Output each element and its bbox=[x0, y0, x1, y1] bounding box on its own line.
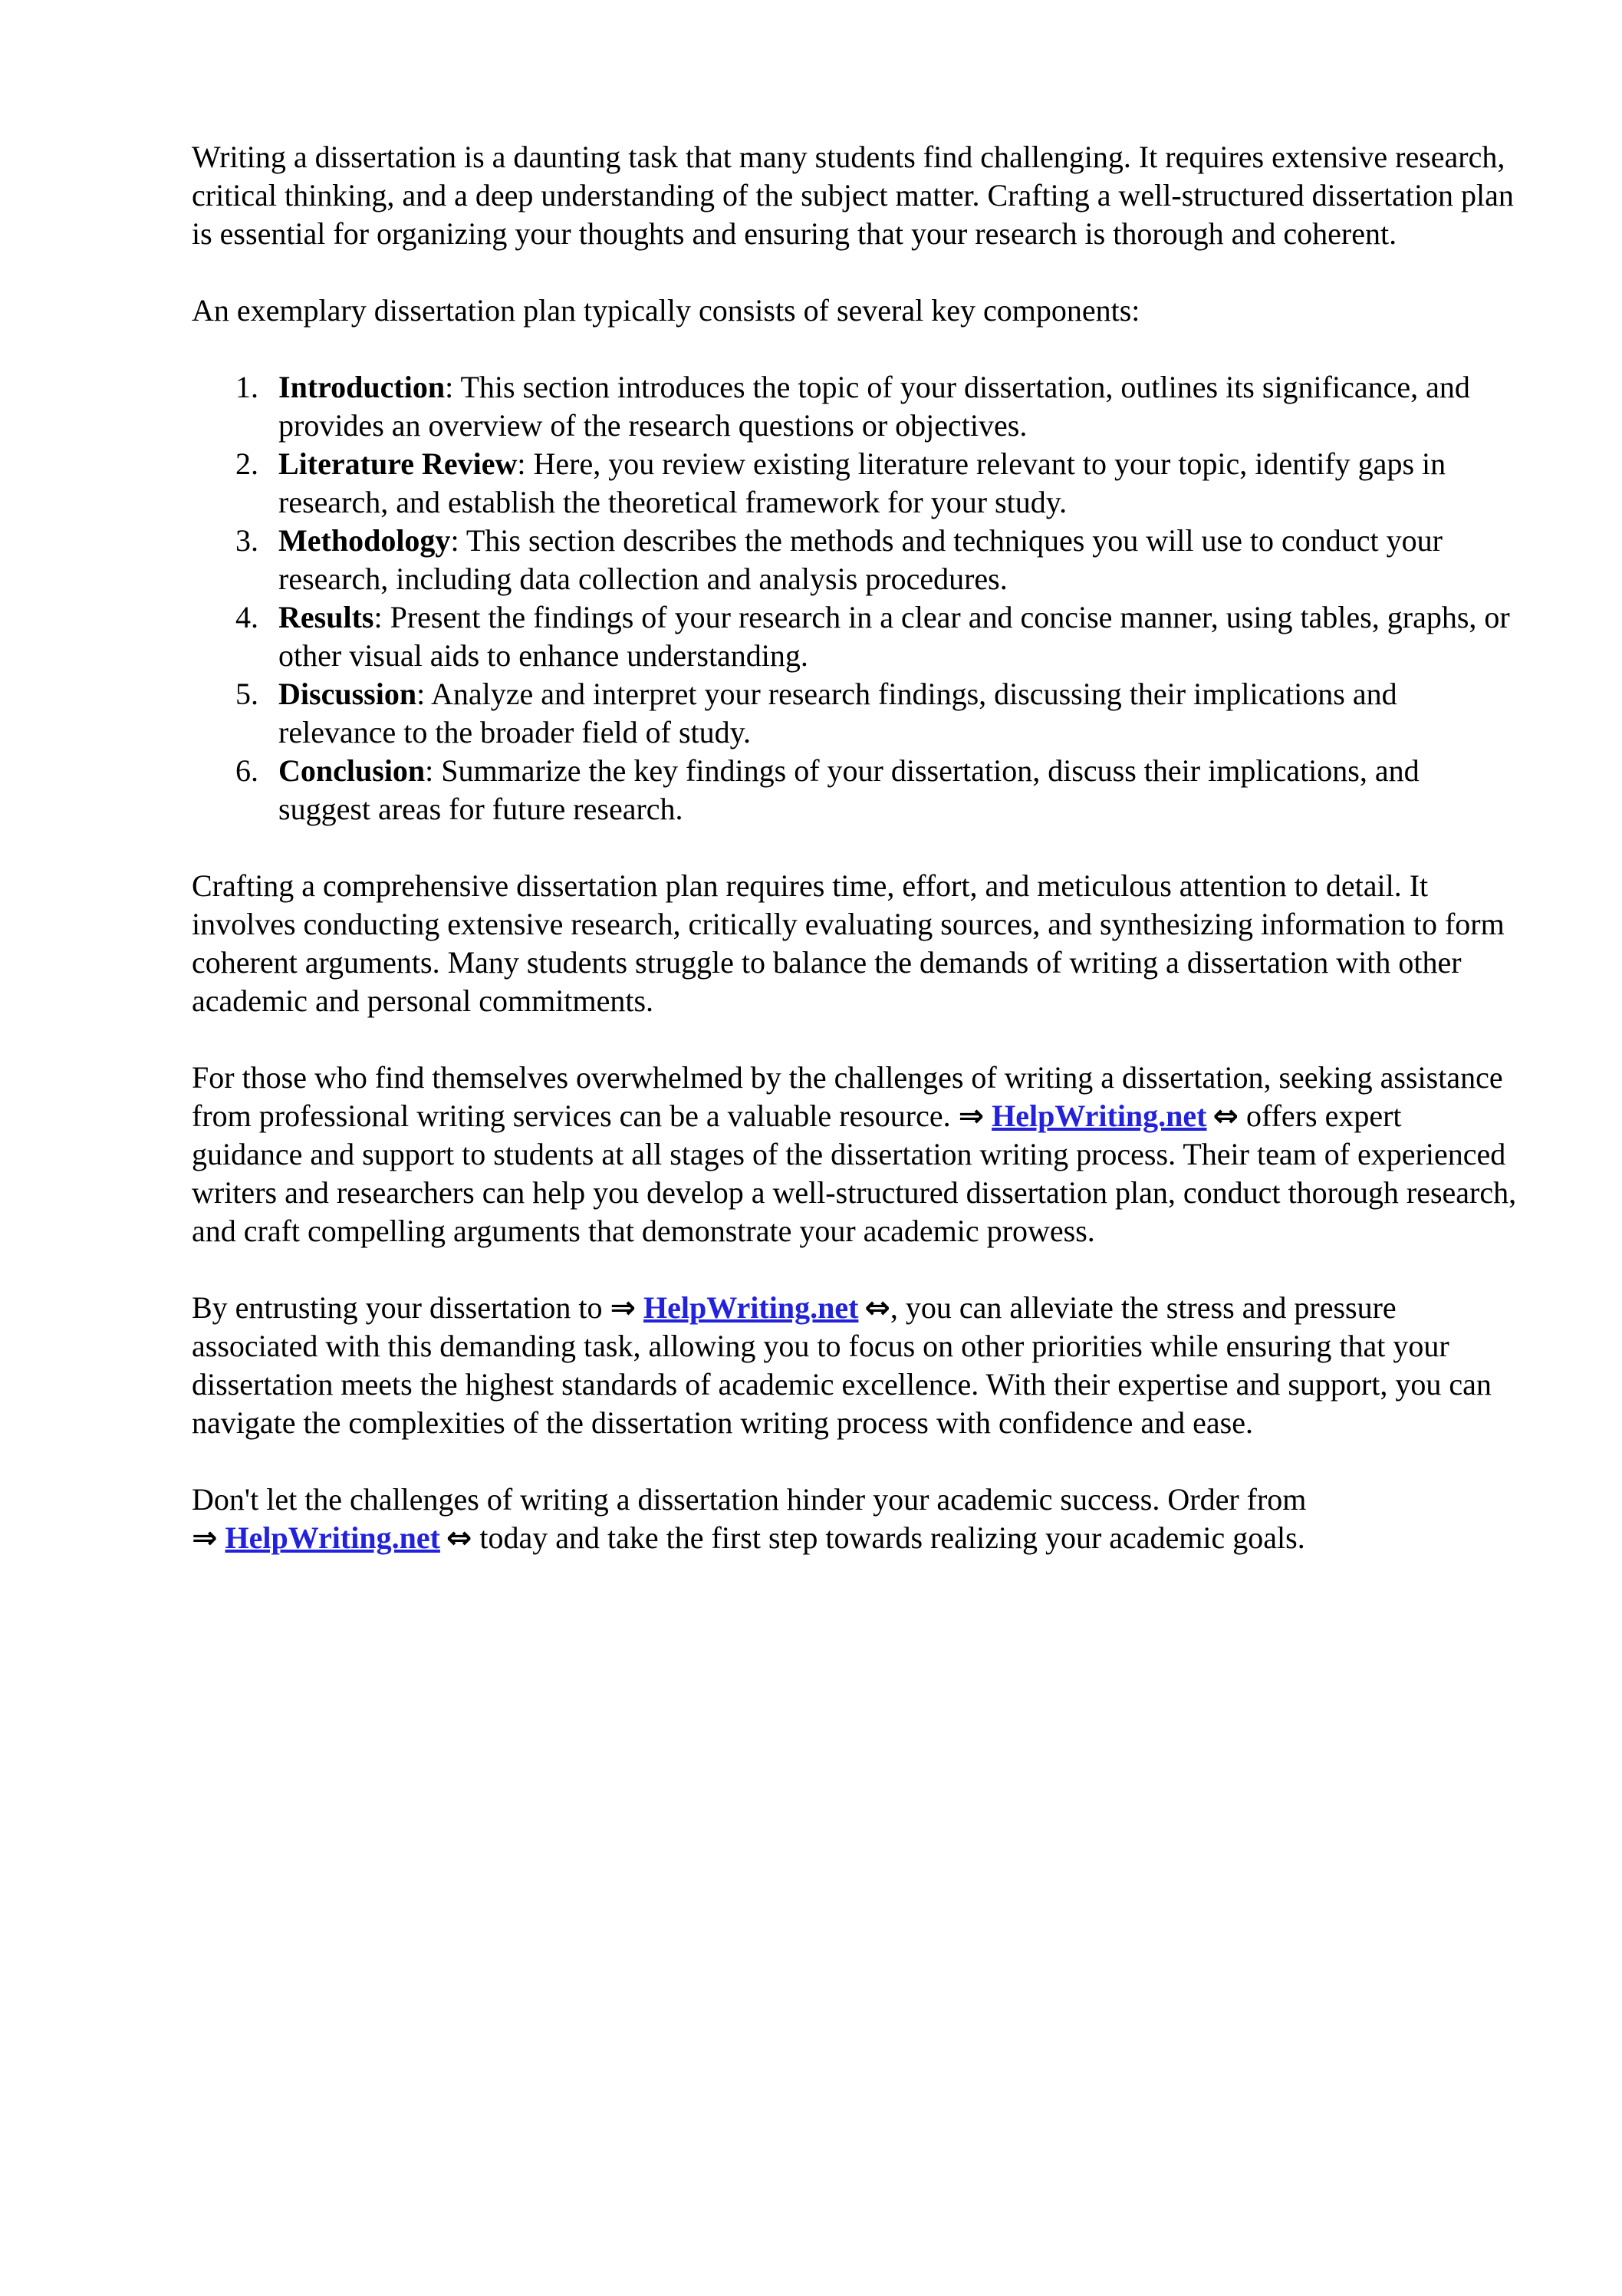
list-item-term: Methodology bbox=[278, 523, 451, 558]
paragraph-text: An exemplary dissertation plan typically consists of several key components: bbox=[192, 293, 1140, 328]
paragraph-text: For those who find themselves overwhelmed by the challenges of writing a dissertation, seeking assistance from professional writing services can be a valuable resource. bbox=[192, 1060, 1503, 1133]
list-item-conclusion bbox=[192, 752, 1518, 828]
double-arrow-right-icon: ⇒ bbox=[958, 1099, 985, 1134]
paragraph-order bbox=[192, 1481, 1518, 1557]
list-item-text bbox=[278, 368, 1518, 445]
list-item-description: : Here, you review existing literature relevant to your topic, identify gaps in research, and establish the theoretical framework for your study. bbox=[278, 446, 1446, 519]
paragraph-text: today and take the first step towards realizing your academic goals. bbox=[472, 1520, 1305, 1555]
list-item-number: 2. bbox=[235, 446, 258, 481]
double-arrow-both-icon: ⇔ bbox=[1212, 1099, 1239, 1134]
list-item-term: Discussion bbox=[278, 677, 417, 711]
list-item-number: 5. bbox=[235, 677, 258, 711]
list-item-number: 6. bbox=[235, 753, 258, 788]
components-list bbox=[192, 368, 1518, 828]
list-item-text bbox=[278, 675, 1518, 752]
list-item-text bbox=[278, 598, 1518, 675]
paragraph-text: By entrusting your dissertation to bbox=[192, 1290, 610, 1325]
list-item-text bbox=[278, 522, 1518, 598]
double-arrow-both-icon: ⇔ bbox=[446, 1520, 472, 1556]
list-item-literature-review bbox=[192, 445, 1518, 522]
list-item-results bbox=[192, 598, 1518, 675]
list-item-term: Results bbox=[278, 600, 374, 634]
list-item-description: : This section describes the methods and techniques you will use to conduct your research, including data collection and analysis procedures. bbox=[278, 523, 1443, 596]
paragraph-crafting bbox=[192, 867, 1518, 1020]
paragraph-text: Crafting a comprehensive dissertation plan requires time, effort, and meticulous attention to detail. It involves conducting extensive research, critically evaluating sources, and synthesizing information to form coherent arguments. Many students struggle to balance the demands of writing a dissertation with other academic and personal commitments. bbox=[192, 868, 1505, 1018]
list-item-description: : Present the findings of your research in a clear and concise manner, using tables, graphs, or other visual aids to enhance understanding. bbox=[278, 600, 1510, 673]
paragraph-text: Don't let the challenges of writing a dissertation hinder your academic success. Order from bbox=[192, 1482, 1307, 1517]
paragraph-entrusting bbox=[192, 1289, 1518, 1442]
list-item-number: 3. bbox=[235, 523, 258, 558]
paragraph-components-lead bbox=[192, 292, 1518, 330]
helpwriting-link[interactable]: HelpWriting.net bbox=[643, 1290, 859, 1325]
list-item-term: Introduction bbox=[278, 370, 446, 404]
list-item-term: Conclusion bbox=[278, 753, 426, 788]
list-item-description: : This section introduces the topic of your dissertation, outlines its significance, and provides an overview of the research questions or objectives. bbox=[278, 370, 1470, 443]
double-arrow-right-icon: ⇒ bbox=[610, 1290, 637, 1326]
list-item-discussion bbox=[192, 675, 1518, 752]
double-arrow-both-icon: ⇔ bbox=[864, 1290, 890, 1326]
paragraph-text: offers expert guidance and support to students at all stages of the dissertation writing process. Their team of experienced writers and researchers can help you develop a well-structured dissertation plan, conduct thorough research, and craft compelling arguments that demonstrate your academic prowess. bbox=[192, 1099, 1517, 1248]
list-item-description: : Summarize the key findings of your dissertation, discuss their implications, and suggest areas for future research. bbox=[278, 753, 1420, 826]
paragraph-text: Writing a dissertation is a daunting task that many students find challenging. It requires extensive research, critical thinking, and a deep understanding of the subject matter. Crafting a well-structured dissertation plan is essential for organizing your thoughts and ensuring that your research is thorough and coherent. bbox=[192, 140, 1514, 251]
helpwriting-link[interactable]: HelpWriting.net bbox=[225, 1520, 440, 1555]
paragraph-text: , you can alleviate the stress and pressure associated with this demanding task, allowing you to focus on other priorities while ensuring that your dissertation meets the highest standards of academic excellence. With their expertise and support, you can navigate the complexities of the dissertation writing process with confidence and ease. bbox=[192, 1290, 1492, 1440]
list-item-number: 4. bbox=[235, 600, 258, 634]
list-item-text bbox=[278, 752, 1518, 828]
list-item-description: : Analyze and interpret your research findings, discussing their implications and relevance to the broader field of study. bbox=[278, 677, 1397, 749]
list-item-number: 1. bbox=[235, 370, 258, 404]
list-item-introduction bbox=[192, 368, 1518, 445]
document-content bbox=[192, 138, 1518, 1596]
paragraph-services bbox=[192, 1059, 1518, 1250]
list-item-term: Literature Review bbox=[278, 446, 518, 481]
list-item-text bbox=[278, 445, 1518, 522]
double-arrow-right-icon: ⇒ bbox=[192, 1520, 218, 1556]
list-item-methodology bbox=[192, 522, 1518, 598]
paragraph-intro bbox=[192, 138, 1518, 253]
helpwriting-link[interactable]: HelpWriting.net bbox=[992, 1099, 1207, 1133]
